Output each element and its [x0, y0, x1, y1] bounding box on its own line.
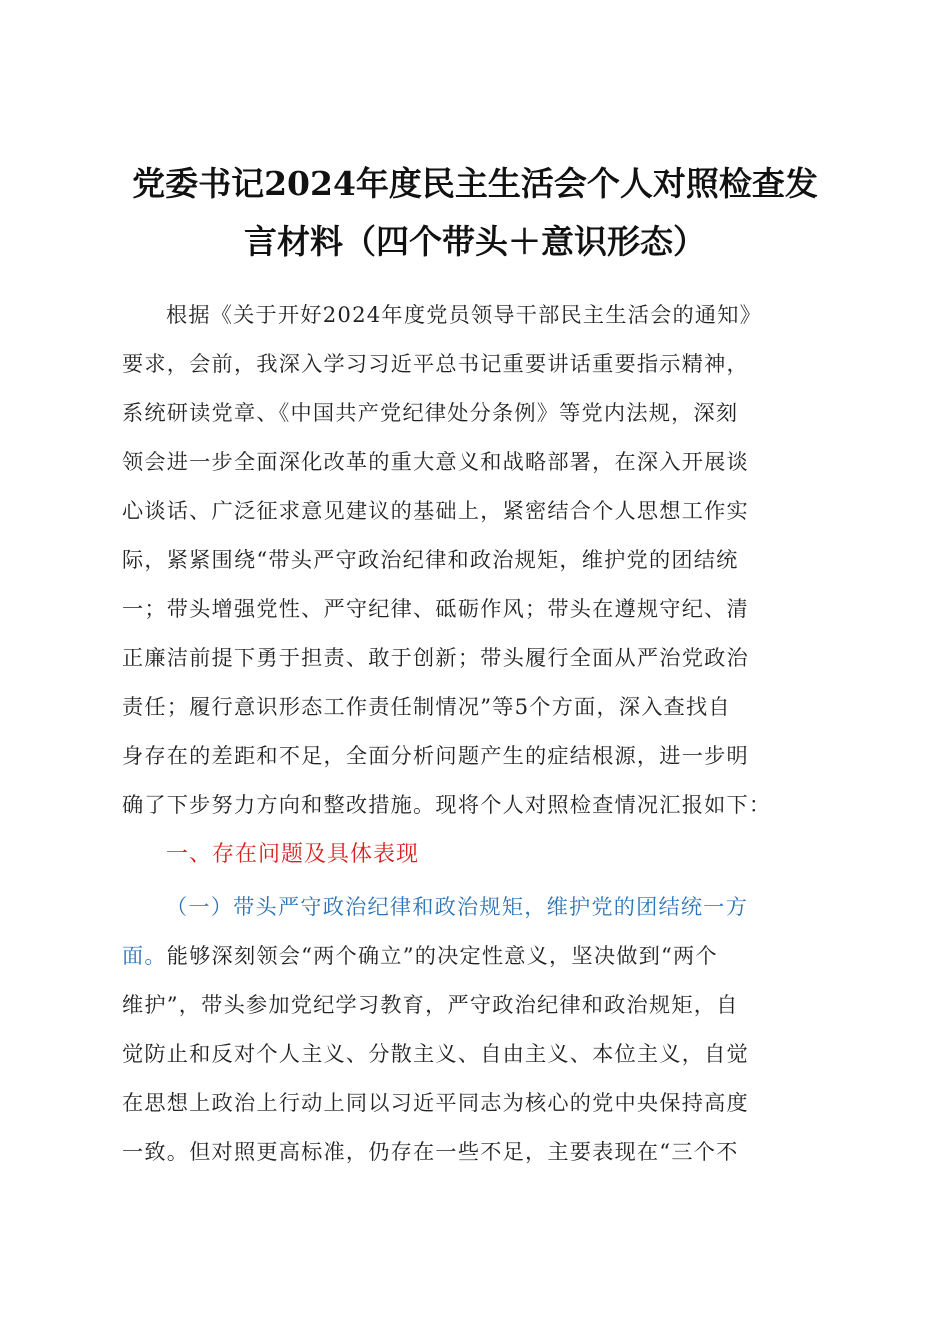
- subsection-text: 能够深刻领会“两个确立”的决定性意义，坚决做到“两个: [166, 943, 718, 968]
- intro-line: 责任；履行意识形态工作责任制情况”等5个方面，深入查找自: [122, 694, 731, 719]
- intro-line: 要求，会前，我深入学习习近平总书记重要讲话重要指示精神，: [122, 351, 749, 376]
- subsection-line: [122, 931, 718, 981]
- intro-line: 心谈话、广泛征求意见建议的基础上，紧密结合个人思想工作实: [122, 498, 749, 523]
- title-line-1: 党委书记2024年度民主生活会个人对照检查发: [132, 164, 818, 203]
- intro-line: 际，紧紧围绕“带头严守政治纪律和政治规矩，维护党的团结统: [122, 547, 739, 572]
- intro-line: 正廉洁前提下勇于担责、敢于创新；带头履行全面从严治党政治: [122, 645, 749, 670]
- document-title: [110, 155, 840, 271]
- subsection-line: 维护”，带头参加党纪学习教育，严守政治纪律和政治规矩，自: [122, 992, 739, 1017]
- subsection-heading: （一）带头严守政治纪律和政治规矩，维护党的团结统一方: [166, 894, 749, 919]
- intro-line: 一；带头增强党性、严守纪律、砥砺作风；带头在遵规守纪、清: [122, 596, 749, 621]
- intro-line: 身存在的差距和不足，全面分析问题产生的症结根源，进一步明: [122, 743, 749, 768]
- section-heading: 一、存在问题及具体表现: [166, 842, 420, 867]
- intro-line: 领会进一步全面深化改革的重大意义和战略部署，在深入开展谈: [122, 449, 749, 474]
- intro-line: 确了下步努力方向和整改措施。现将个人对照检查情况汇报如下：: [122, 792, 772, 817]
- subsection-line: 觉防止和反对个人主义、分散主义、自由主义、本位主义，自觉: [122, 1041, 749, 1066]
- subsection-line: 一致。但对照更高标准，仍存在一些不足，主要表现在“三个不: [122, 1139, 739, 1164]
- intro-line: 根据《关于开好2024年度党员领导干部民主生活会的通知》: [166, 302, 763, 327]
- subsection-heading-end: 面。: [122, 943, 167, 968]
- title-line-2: 言材料（四个带头＋意识形态）: [244, 222, 706, 261]
- subsection-line: 在思想上政治上行动上同以习近平同志为核心的党中央保持高度: [122, 1090, 749, 1115]
- intro-line: 系统研读党章、《中国共产党纪律处分条例》等党内法规，深刻: [122, 400, 739, 425]
